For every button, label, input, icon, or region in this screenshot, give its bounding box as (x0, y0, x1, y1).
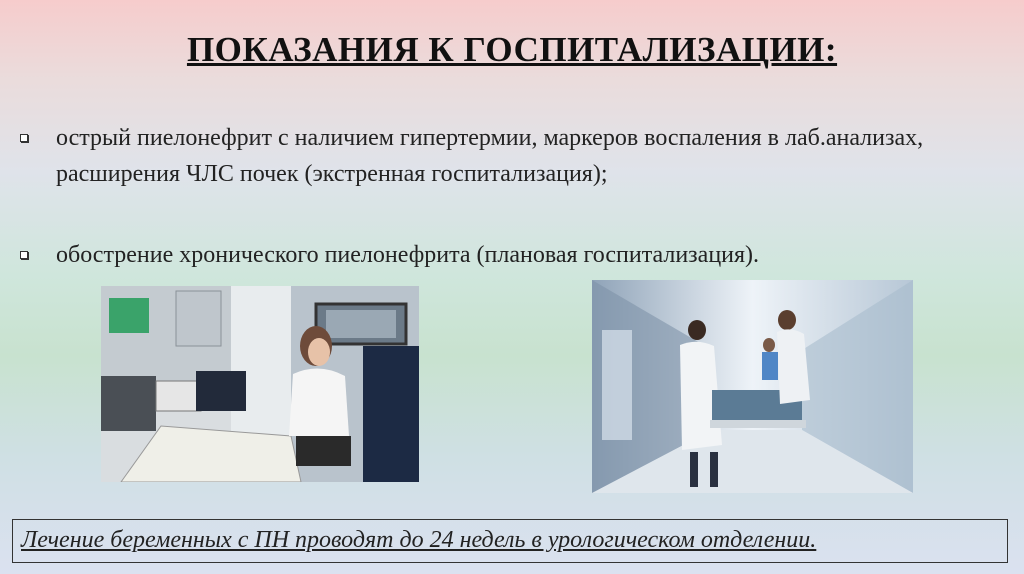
bullet-item-2 (20, 237, 980, 273)
hospital-corridor-stretcher-photo (592, 280, 913, 493)
bullet-item-1 (20, 120, 980, 192)
square-bullet-icon (20, 251, 28, 259)
bullet-text: обострение хронического пиелонефрита (плановая госпитализация). (56, 242, 760, 268)
footer-note: Лечение беременных с ПН проводят до 24 недель в урологическом отделении. (12, 519, 1008, 563)
square-bullet-icon (20, 134, 28, 142)
slide-title: ПОКАЗАНИЯ К ГОСПИТАЛИЗАЦИИ: (186, 30, 838, 69)
bullet-text: острый пиелонефрит с наличием гипертермии, маркеров воспаления в лаб.анализах, расширения ЧЛС почек (экстренная госпитализация); (56, 125, 924, 187)
ambulance-interior-photo (101, 286, 419, 482)
